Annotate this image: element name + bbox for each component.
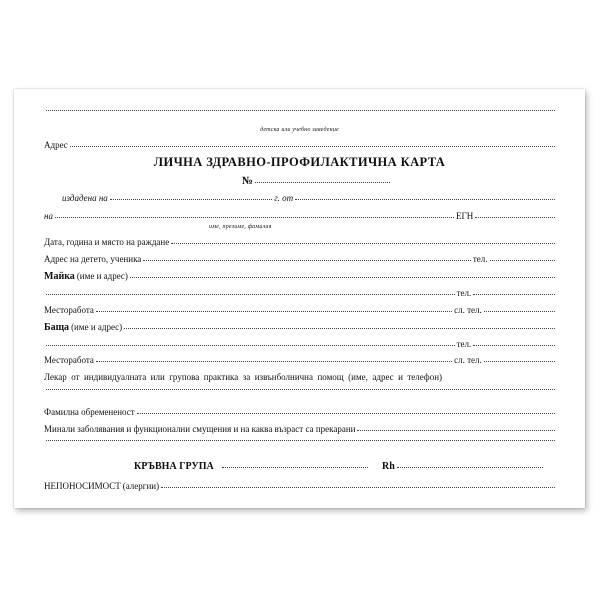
address-row	[44, 140, 557, 150]
diseases-row	[44, 424, 557, 434]
father-phone-label: тел.	[456, 339, 472, 349]
father-workplace-label: Месторабота	[44, 355, 94, 365]
mother-row	[44, 271, 557, 282]
mother-field[interactable]	[130, 277, 555, 278]
address-field[interactable]	[70, 146, 555, 147]
birth-row	[44, 237, 557, 247]
family-label: Фамилна обремененост	[44, 407, 135, 417]
holder-name-field[interactable]	[55, 217, 454, 218]
address-label: Адрес	[44, 140, 68, 150]
father-phone-field[interactable]	[473, 345, 555, 346]
card-number-row	[242, 175, 392, 187]
allergy-field[interactable]	[161, 487, 555, 488]
rh-label: Rh	[381, 461, 395, 472]
child-address-label: Адрес на детето, ученика	[44, 254, 142, 264]
mother-address-field[interactable]	[46, 294, 455, 295]
father-address-field[interactable]	[46, 345, 455, 346]
father-work-phone-field[interactable]	[484, 361, 555, 362]
birth-field[interactable]	[171, 243, 555, 244]
mother-work-row	[44, 305, 557, 315]
school-caption: детска или учебно заведение	[260, 127, 339, 133]
mother-phone-label: тел.	[456, 288, 472, 298]
to-label: на	[44, 211, 53, 221]
blood-group-field[interactable]	[222, 467, 368, 468]
school-field-line	[46, 110, 555, 111]
doctor-row	[44, 372, 557, 382]
blood-group-label: КРЪВНА ГРУПА	[134, 461, 214, 472]
allergy-row	[44, 481, 557, 491]
allergy-label: НЕПОНОСИМОСТ	[44, 481, 121, 491]
father-note: (име и адрес)	[71, 322, 123, 332]
doctor-field-row	[44, 390, 557, 391]
egn-label: ЕГН	[456, 211, 474, 221]
holder-row	[44, 211, 557, 221]
egn-field[interactable]	[475, 217, 555, 218]
father-label: Баща	[44, 322, 70, 333]
health-card-form	[14, 89, 585, 508]
father-field[interactable]	[124, 328, 555, 329]
issued-label: издадена на	[62, 193, 108, 203]
mother-label: Майка	[44, 271, 75, 282]
diseases-field-2[interactable]	[46, 440, 555, 441]
mother-workplace-field[interactable]	[96, 311, 452, 312]
mother-phone-row	[44, 288, 557, 298]
father-phone-row	[44, 339, 557, 349]
child-address-field[interactable]	[143, 260, 471, 261]
doctor-label: Лекар от индивидуалната или групова практика за извънболнична помощ (име, адрес и телефон)	[44, 372, 443, 382]
diseases-field-row	[44, 441, 557, 442]
family-field[interactable]	[137, 413, 555, 414]
father-workplace-field[interactable]	[96, 361, 452, 362]
diseases-field[interactable]	[357, 430, 555, 431]
rh-field[interactable]	[397, 467, 543, 468]
diseases-label: Минали заболявания и функционални смущения и на каква възраст са прекарани	[44, 424, 356, 434]
name-caption: име, презиме, фамилия	[209, 224, 272, 230]
child-phone-label: тел.	[472, 254, 488, 264]
family-row	[44, 407, 557, 417]
child-address-row	[44, 254, 557, 264]
school-field[interactable]	[44, 111, 557, 112]
mother-note: (име и адрес)	[76, 271, 128, 281]
allergy-note: (алергии)	[122, 481, 160, 491]
father-row	[44, 322, 557, 333]
mother-phone-field[interactable]	[473, 294, 555, 295]
father-work-row	[44, 355, 557, 365]
issued-row	[62, 193, 557, 203]
doctor-field[interactable]	[46, 389, 555, 390]
year-from-label: г. от	[274, 193, 294, 203]
father-work-phone-label: сл. тел.	[454, 355, 482, 365]
blood-row	[134, 461, 545, 472]
child-phone-field[interactable]	[490, 260, 556, 261]
form-title: ЛИЧНА ЗДРАВНО-ПРОФИЛАКТИЧНА КАРТА	[153, 155, 446, 169]
mother-work-phone-label: сл. тел.	[454, 305, 482, 315]
number-label: №	[242, 175, 254, 187]
card-number-field[interactable]	[255, 182, 390, 183]
issued-date-field[interactable]	[110, 199, 272, 200]
mother-workplace-label: Месторабота	[44, 305, 94, 315]
mother-work-phone-field[interactable]	[484, 311, 555, 312]
birth-label: Дата, година и място на раждане	[44, 237, 170, 247]
issued-by-field[interactable]	[295, 199, 555, 200]
